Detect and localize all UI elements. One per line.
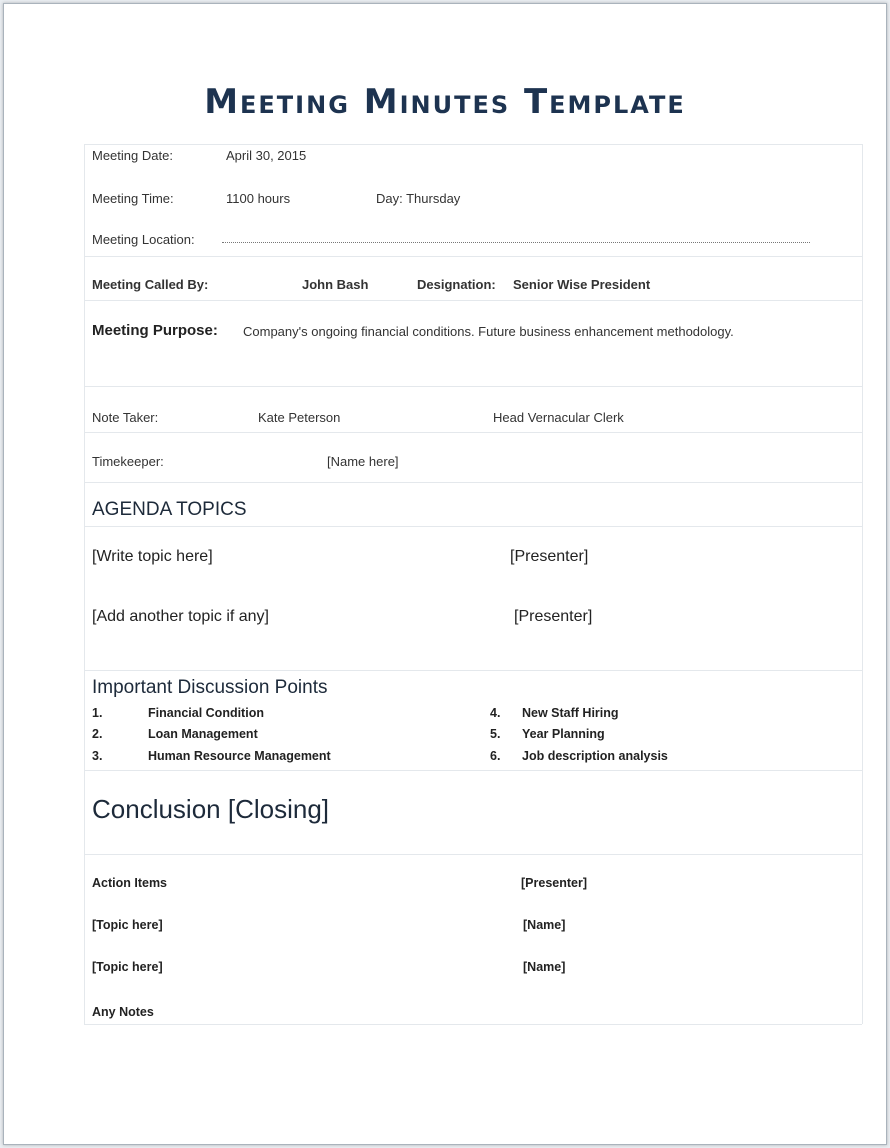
conclusion-heading: Conclusion [Closing] <box>92 794 330 824</box>
location-fill-line <box>222 242 810 243</box>
meeting-date-value: April 30, 2015 <box>226 148 307 163</box>
meeting-location-label: Meeting Location: <box>92 232 195 247</box>
designation-value: Senior Wise President <box>513 277 651 292</box>
discussion-heading: Important Discussion Points <box>92 677 328 698</box>
conclusion-topic: [Topic here] <box>92 960 163 974</box>
conclusion-topic: [Topic here] <box>92 918 163 932</box>
row-divider <box>84 386 862 387</box>
row-divider <box>84 670 862 671</box>
meeting-date-label: Meeting Date: <box>92 148 173 163</box>
discussion-num: 2. <box>92 727 103 741</box>
discussion-item: Human Resource Management <box>148 749 331 763</box>
timekeeper-label: Timekeeper: <box>92 454 164 469</box>
agenda-heading: AGENDA TOPICS <box>92 499 247 520</box>
row-divider <box>84 300 862 301</box>
row-divider <box>84 526 862 527</box>
agenda-presenter-1: [Presenter] <box>510 548 589 565</box>
timekeeper-value: [Name here] <box>327 454 399 469</box>
purpose-value: Company's ongoing financial conditions. Future business enhancement methodology. <box>243 324 734 339</box>
table-top-border <box>84 144 862 145</box>
discussion-num: 3. <box>92 749 103 763</box>
discussion-item: Loan Management <box>148 727 258 741</box>
discussion-item: Year Planning <box>522 727 605 741</box>
row-divider <box>84 482 862 483</box>
discussion-item: Job description analysis <box>522 749 668 763</box>
table-right-border <box>862 144 863 1024</box>
row-divider <box>84 854 862 855</box>
discussion-item: New Staff Hiring <box>522 706 619 720</box>
discussion-num: 1. <box>92 706 103 720</box>
note-taker-value: Kate Peterson <box>258 410 341 425</box>
discussion-num: 4. <box>490 706 501 720</box>
meeting-time-value: 1100 hours <box>226 191 291 206</box>
any-notes-label: Any Notes <box>92 1005 154 1019</box>
conclusion-name: [Name] <box>523 918 566 932</box>
table-left-border <box>84 144 85 1024</box>
agenda-topic-1: [Write topic here] <box>92 548 213 565</box>
row-divider <box>84 770 862 771</box>
discussion-item: Financial Condition <box>148 706 264 720</box>
document-title: Meeting Minutes Template <box>204 82 686 122</box>
action-presenter-label: [Presenter] <box>521 876 587 890</box>
designation-label: Designation: <box>417 277 496 292</box>
meeting-day: Day: Thursday <box>376 191 461 206</box>
meeting-time-label: Meeting Time: <box>92 191 174 206</box>
document-page <box>3 3 887 1145</box>
table-bottom-border <box>84 1024 862 1025</box>
note-taker-label: Note Taker: <box>92 410 159 425</box>
purpose-label: Meeting Purpose: <box>92 322 218 339</box>
row-divider <box>84 432 862 433</box>
agenda-topic-2: [Add another topic if any] <box>92 608 269 625</box>
note-taker-role: Head Vernacular Clerk <box>493 410 624 425</box>
conclusion-name: [Name] <box>523 960 566 974</box>
called-by-value: John Bash <box>302 277 369 292</box>
called-by-label: Meeting Called By: <box>92 277 209 292</box>
agenda-presenter-2: [Presenter] <box>514 608 593 625</box>
action-items-label: Action Items <box>92 876 168 890</box>
discussion-num: 6. <box>490 749 501 763</box>
discussion-num: 5. <box>490 727 501 741</box>
row-divider <box>84 256 862 257</box>
